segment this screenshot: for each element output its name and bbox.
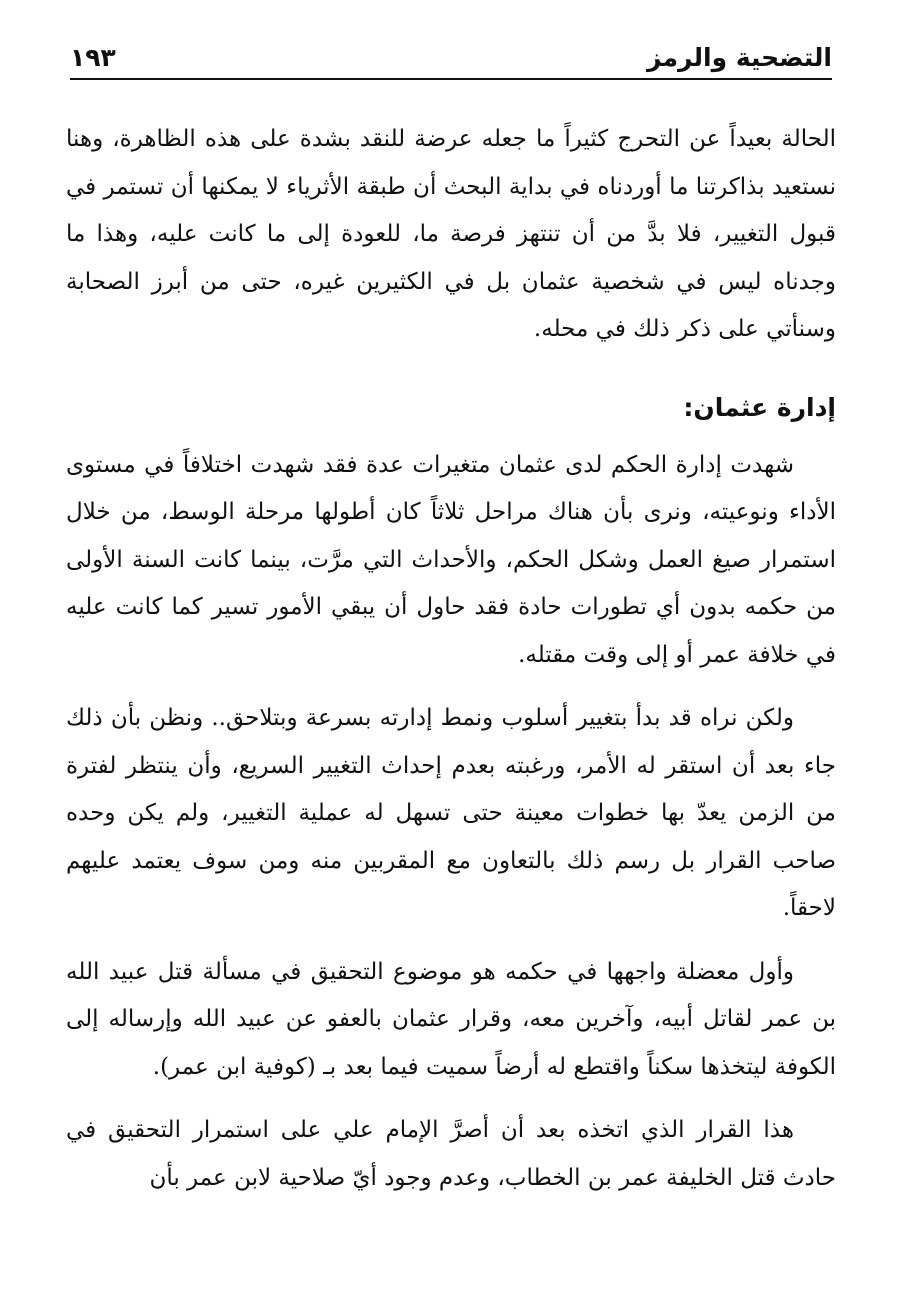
running-header xyxy=(70,28,832,80)
paragraph-5: هذا القرار الذي اتخذه بعد أن أصرَّ الإمام علي على استمرار التحقيق في حادث قتل الخليفة عمر بن الخطاب، وعدم وجود أيّ صلاحية لابن عمر بأن xyxy=(66,1117,836,1191)
running-title: التضحية والرمز xyxy=(647,43,832,72)
section-heading: إدارة عثمان: xyxy=(683,392,836,422)
paragraph-2: شهدت إدارة الحكم لدى عثمان متغيرات عدة فقد شهدت اختلافاً في مستوى الأداء ونوعيته، ونرى بأن هناك مراحل ثلاثاً كان أطولها مرحلة الوسط، من خلال استمرار صيغ العمل وشكل الحكم، والأحداث التي مرَّت، بينما كانت السنة الأولى من حكمه بدون أي تطورات حادة فقد حاول أن يبقي الأمور تسير كما كانت عليه في خلافة عمر أو إلى وقت مقتله. xyxy=(66,451,836,668)
page-number: ١٩٣ xyxy=(70,43,116,72)
paragraph-3: ولكن نراه قد بدأ بتغيير أسلوب ونمط إدارته بسرعة وبتلاحق.. ونظن بأن ذلك جاء بعد أن استقر له الأمر، ورغبته بعدم إحداث التغيير السريع، وأن ينتظر لفترة من الزمن يعدّ بها خطوات معينة حتى تسهل له عملية التغيير، ولم يكن وحده صاحب القرار بل رسم ذلك بالتعاون مع المقربين منه ومن سوف يعتمد عليهم لاحقاً. xyxy=(66,705,836,921)
paragraph-4: وأول معضلة واجهها في حكمه هو موضوع التحقيق في مسألة قتل عبيد الله بن عمر لقاتل أبيه، وآخرين معه، وقرار عثمان بالعفو عن عبيد الله وإرساله إلى الكوفة ليتخذها سكناً واقتطع له أرضاً سميت فيما بعد بـ (كوفية ابن عمر). xyxy=(66,958,836,1080)
page-body xyxy=(66,116,836,1202)
paragraph-1: الحالة بعيداً عن التحرج كثيراً ما جعله عرضة للنقد بشدة على هذه الظاهرة، وهنا نستعيد بذاكرتنا ما أوردناه في بداية البحث أن طبقة الأثرياء لا يمكنها أن تستمر في قبول التغيير، فلا بدَّ من أن تنتهز فرصة ما، للعودة إلى ما كانت عليه، وهذا ما وجدناه ليس في شخصية عثمان بل في الكثيرين غيره، حتى من أبرز الصحابة وسنأتي على ذكر ذلك في محله. xyxy=(66,126,836,342)
